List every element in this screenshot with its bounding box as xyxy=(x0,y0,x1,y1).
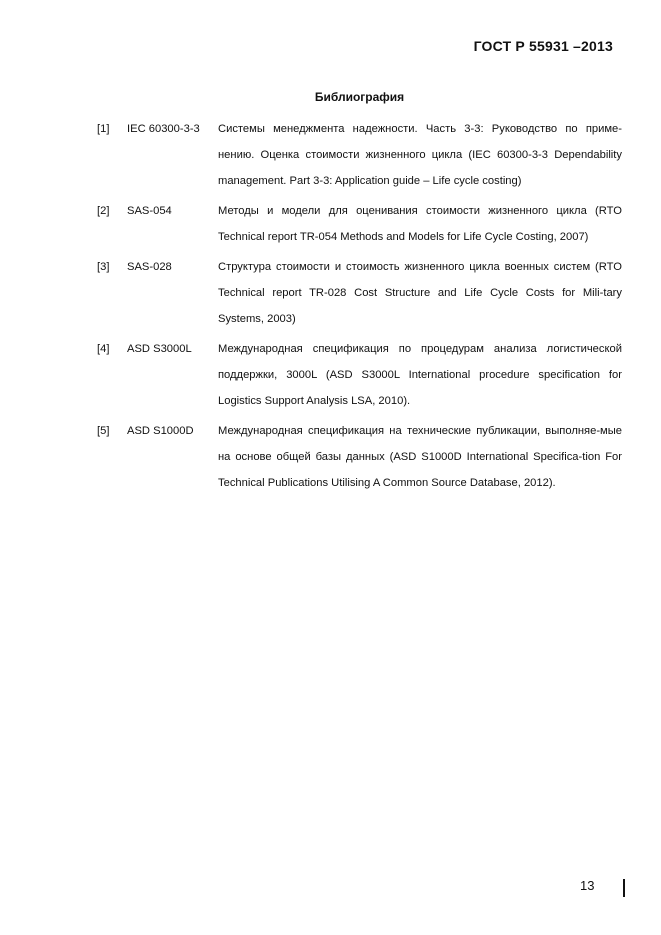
entry-code: ASD S3000L xyxy=(127,343,192,355)
entry-number: [3] xyxy=(97,261,110,273)
entry-number: [2] xyxy=(97,205,110,217)
entry-text: Структура стоимости и стоимость жизненного цикла военных систем (RTO Technical report TR-028 Cost Structure and Life Cycle Costs for Mili-tary Systems, 2003) xyxy=(218,261,622,325)
entry-number: [1] xyxy=(97,123,110,135)
entry-text: Системы менеджмента надежности. Часть 3-3: Руководство по приме-нению. Оценка стоимости жизненного цикла (IEC 60300-3-3 Dependability management. Part 3-3: Application guide – Life cycle costing) xyxy=(218,123,622,187)
bibliography-list xyxy=(97,116,622,500)
entry-text: Международная спецификация на технические публикации, выполняе-мые на основе общей базы данных (ASD S1000D International Specifica-tion For Technical Publications Utilising A Common Source Database, 2012). xyxy=(218,425,622,489)
entry-code: SAS-028 xyxy=(127,261,172,273)
entry-number: [4] xyxy=(97,343,110,355)
standard-header: ГОСТ Р 55931 –2013 xyxy=(473,38,613,54)
entry-text: Методы и модели для оценивания стоимости жизненного цикла (RTO Technical report TR-054 Methods and Models for Life Cycle Costing, 2007) xyxy=(218,205,622,243)
bibliography-entry xyxy=(97,116,622,194)
page-edge-marker xyxy=(623,879,625,897)
entry-code: SAS-054 xyxy=(127,205,172,217)
entry-code: IEC 60300-3-3 xyxy=(127,123,200,135)
entry-text: Международная спецификация по процедурам анализа логистической поддержки, 3000L (ASD S3000L International procedure specification for Logistics Support Analysis LSA, 2010). xyxy=(218,343,622,407)
bibliography-entry xyxy=(97,198,622,250)
bibliography-entry xyxy=(97,254,622,332)
entry-code: ASD S1000D xyxy=(127,425,194,437)
entry-number: [5] xyxy=(97,425,110,437)
page-number: 13 xyxy=(580,878,595,893)
bibliography-title: Библиография xyxy=(314,90,405,104)
bibliography-entry xyxy=(97,418,622,496)
bibliography-entry xyxy=(97,336,622,414)
